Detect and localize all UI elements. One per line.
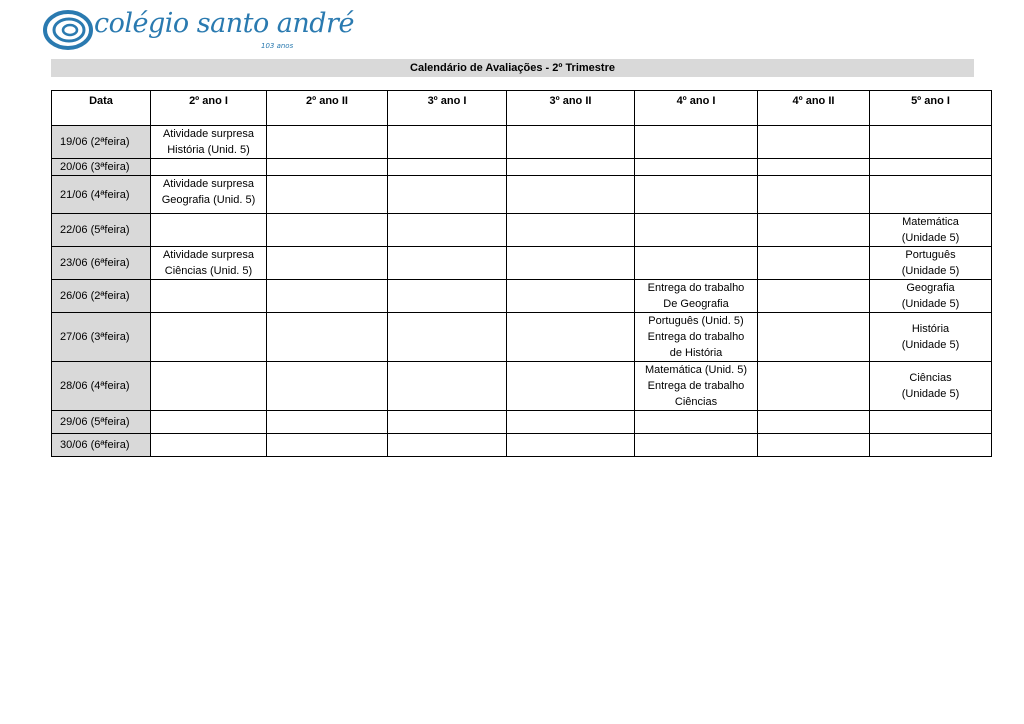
schedule-cell bbox=[635, 313, 758, 362]
schedule-cell bbox=[635, 176, 758, 214]
schedule-cell bbox=[507, 126, 635, 159]
date-cell: 30/06 (6ªfeira) bbox=[52, 434, 151, 457]
assessment-text: História bbox=[911, 323, 950, 335]
schedule-cell bbox=[267, 159, 388, 176]
date-cell: 23/06 (6ªfeira) bbox=[52, 247, 151, 280]
schedule-cell bbox=[870, 411, 992, 434]
assessment-text: de História bbox=[669, 347, 723, 359]
column-header: 2º ano I bbox=[151, 91, 267, 126]
schedule-cell bbox=[507, 434, 635, 457]
schedule-cell bbox=[151, 159, 267, 176]
date-cell: 28/06 (4ªfeira) bbox=[52, 362, 151, 411]
assessment-text: História (Unid. 5) bbox=[167, 144, 250, 156]
column-header: 3º ano I bbox=[388, 91, 507, 126]
assessment-text: Entrega do trabalho bbox=[647, 282, 745, 294]
schedule-cell bbox=[870, 126, 992, 159]
assessment-text: Português (Unid. 5) bbox=[648, 315, 744, 327]
schedule-cell bbox=[758, 434, 870, 457]
schedule-cell bbox=[151, 434, 267, 457]
date-cell: 26/06 (2ªfeira) bbox=[52, 280, 151, 313]
schedule-cell bbox=[758, 313, 870, 362]
assessment-text: Matemática bbox=[902, 216, 959, 228]
table-row bbox=[52, 411, 992, 434]
schedule-cell bbox=[870, 159, 992, 176]
column-header: 2º ano II bbox=[267, 91, 388, 126]
date-cell: 20/06 (3ªfeira) bbox=[52, 159, 151, 176]
schedule-cell bbox=[758, 247, 870, 280]
schedule-cell bbox=[870, 176, 992, 214]
logo-years: 103 anos bbox=[261, 42, 294, 50]
schedule-cell bbox=[870, 434, 992, 457]
column-header: 3º ano II bbox=[507, 91, 635, 126]
schedule-cell bbox=[507, 280, 635, 313]
schedule-cell bbox=[507, 362, 635, 411]
assessment-text: Geografia (Unid. 5) bbox=[161, 194, 256, 206]
schedule-cell bbox=[388, 126, 507, 159]
swirl-logo-icon bbox=[42, 6, 94, 54]
assessment-text: Atividade surpresa bbox=[162, 249, 255, 261]
assessment-text: Atividade surpresa bbox=[162, 178, 255, 190]
schedule-cell bbox=[267, 434, 388, 457]
table-row bbox=[52, 313, 992, 362]
table-row bbox=[52, 247, 992, 280]
column-header: 4º ano I bbox=[635, 91, 758, 126]
schedule-cell bbox=[635, 214, 758, 247]
logo-wordmark: colégio santo andré bbox=[94, 8, 354, 39]
page-title: Calendário de Avaliações - 2º Trimestre bbox=[51, 59, 974, 77]
schedule-cell bbox=[151, 214, 267, 247]
column-header: 4º ano II bbox=[758, 91, 870, 126]
assessment-text: Matemática (Unid. 5) bbox=[644, 364, 748, 376]
schedule-cell bbox=[151, 126, 267, 159]
schedule-cell bbox=[870, 280, 992, 313]
schedule-cell bbox=[758, 176, 870, 214]
assessment-text: (Unidade 5) bbox=[901, 339, 960, 351]
schedule-cell bbox=[758, 214, 870, 247]
assessment-text: Atividade surpresa bbox=[162, 128, 255, 140]
schedule-cell bbox=[758, 126, 870, 159]
schedule-cell bbox=[635, 159, 758, 176]
schedule-cell bbox=[267, 247, 388, 280]
schedule-cell bbox=[388, 362, 507, 411]
schedule-cell bbox=[151, 176, 267, 214]
schedule-cell bbox=[388, 434, 507, 457]
date-cell: 19/06 (2ªfeira) bbox=[52, 126, 151, 159]
schedule-cell bbox=[870, 313, 992, 362]
schedule-cell bbox=[151, 280, 267, 313]
table-row bbox=[52, 280, 992, 313]
assessment-text: Português bbox=[905, 249, 956, 261]
schedule-cell bbox=[507, 411, 635, 434]
schedule-cell bbox=[151, 313, 267, 362]
schedule-cell bbox=[507, 159, 635, 176]
schedule-cell bbox=[151, 411, 267, 434]
schedule-cell bbox=[267, 362, 388, 411]
schedule-cell bbox=[388, 313, 507, 362]
schedule-cell bbox=[267, 280, 388, 313]
schedule-cell bbox=[267, 126, 388, 159]
schedule-cell bbox=[267, 214, 388, 247]
schedule-cell bbox=[870, 214, 992, 247]
date-cell: 27/06 (3ªfeira) bbox=[52, 313, 151, 362]
schedule-cell bbox=[758, 159, 870, 176]
column-header: 5º ano I bbox=[870, 91, 992, 126]
schedule-cell bbox=[388, 159, 507, 176]
assessment-text: Entrega de trabalho bbox=[647, 380, 745, 392]
schedule-cell bbox=[758, 280, 870, 313]
schedule-cell bbox=[870, 247, 992, 280]
schedule-cell bbox=[151, 247, 267, 280]
schedule-cell bbox=[267, 176, 388, 214]
assessment-text: (Unidade 5) bbox=[901, 298, 960, 310]
table-row bbox=[52, 214, 992, 247]
schedule-cell bbox=[635, 411, 758, 434]
schedule-cell bbox=[388, 176, 507, 214]
assessment-text: Entrega do trabalho bbox=[647, 331, 745, 343]
assessment-text: (Unidade 5) bbox=[901, 265, 960, 277]
schedule-cell bbox=[635, 434, 758, 457]
schedule-cell bbox=[388, 280, 507, 313]
schedule-cell bbox=[507, 247, 635, 280]
schedule-cell bbox=[635, 280, 758, 313]
assessment-text: Ciências (Unid. 5) bbox=[164, 265, 253, 277]
assessment-text: Ciências bbox=[909, 372, 952, 384]
schedule-cell bbox=[758, 411, 870, 434]
schedule-cell bbox=[151, 362, 267, 411]
schedule-cell bbox=[635, 362, 758, 411]
date-cell: 29/06 (5ªfeira) bbox=[52, 411, 151, 434]
schedule-cell bbox=[635, 126, 758, 159]
schedule-cell bbox=[507, 313, 635, 362]
schedule-cell bbox=[758, 362, 870, 411]
schedule-cell bbox=[267, 411, 388, 434]
date-cell: 22/06 (5ªfeira) bbox=[52, 214, 151, 247]
table-row bbox=[52, 176, 992, 214]
schedule-cell bbox=[507, 176, 635, 214]
table-row bbox=[52, 434, 992, 457]
assessment-text: Geografia bbox=[906, 282, 955, 294]
assessment-text: (Unidade 5) bbox=[901, 388, 960, 400]
schedule-cell bbox=[507, 214, 635, 247]
date-cell: 21/06 (4ªfeira) bbox=[52, 176, 151, 214]
table-row bbox=[52, 159, 992, 176]
table-row bbox=[52, 126, 992, 159]
assessment-text: (Unidade 5) bbox=[901, 232, 960, 244]
assessment-calendar-table bbox=[51, 90, 992, 457]
schedule-cell bbox=[635, 247, 758, 280]
assessment-text: De Geografia bbox=[663, 298, 729, 310]
schedule-cell bbox=[388, 247, 507, 280]
table-row bbox=[52, 362, 992, 411]
school-logo bbox=[42, 6, 354, 56]
column-header: Data bbox=[52, 91, 151, 126]
table-header-row bbox=[52, 91, 992, 126]
schedule-cell bbox=[870, 362, 992, 411]
assessment-text: Ciências bbox=[674, 396, 718, 408]
schedule-cell bbox=[388, 214, 507, 247]
schedule-cell bbox=[267, 313, 388, 362]
schedule-cell bbox=[388, 411, 507, 434]
